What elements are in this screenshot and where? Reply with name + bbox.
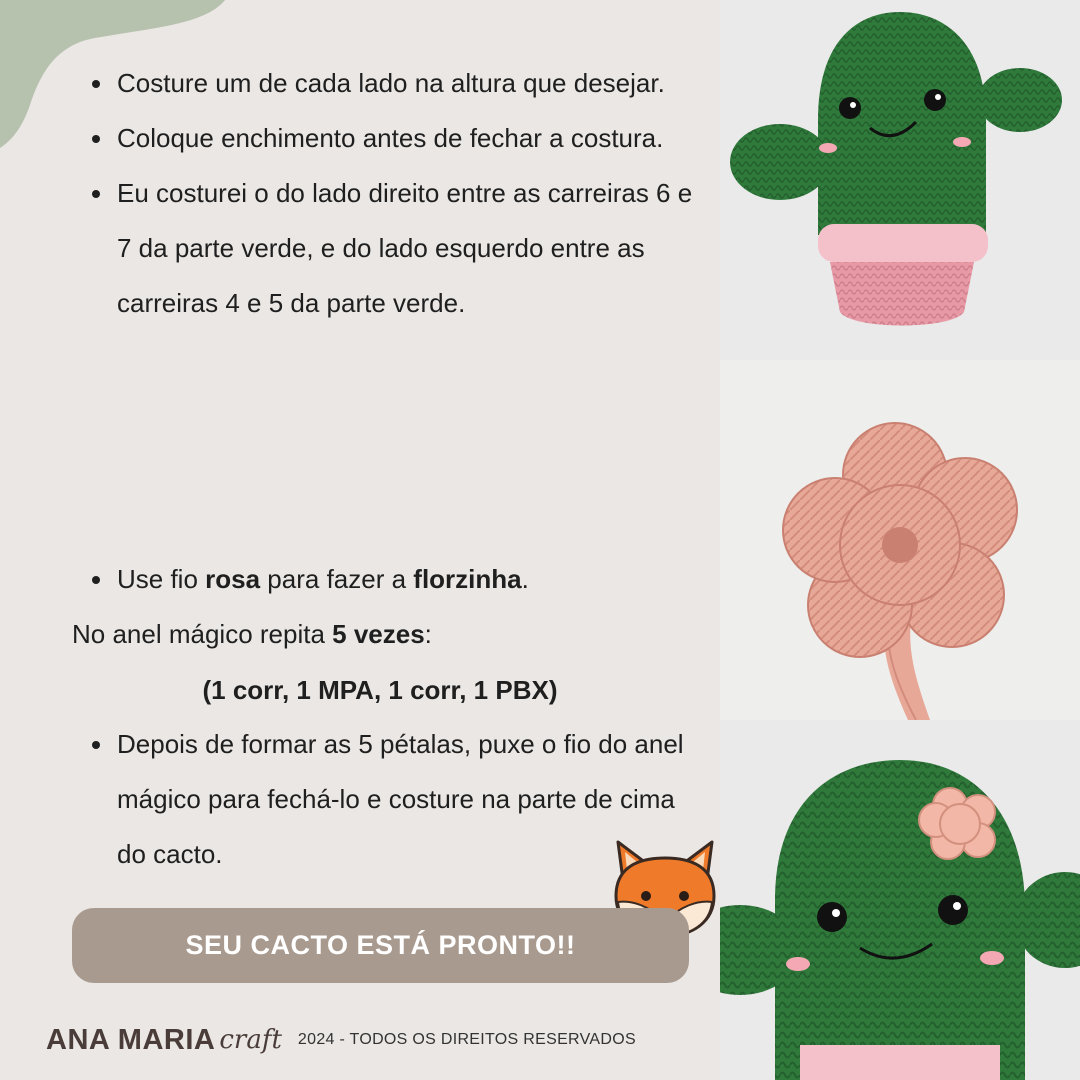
cactus-flower-photo	[720, 720, 1080, 1080]
yarn-color: rosa	[205, 564, 261, 594]
footer	[46, 1018, 636, 1062]
brand-logo: ANA MARIA	[46, 1023, 216, 1056]
stitch-sequence: (1 corr, 1 MPA, 1 corr, 1 PBX)	[202, 675, 558, 705]
flower-instruction-list	[88, 552, 698, 607]
list-item: Depois de formar as 5 pétalas, puxe o fio do anel mágico para fechá-lo e costure na parte de cima do cacto.	[88, 717, 698, 882]
cactus-photo	[720, 0, 1080, 360]
list-item: Costure um de cada lado na altura que desejar.	[88, 56, 698, 111]
list-item: Eu costurei o do lado direito entre as carreiras 6 e 7 da parte verde, e do lado esquerdo entre as carreiras 4 e 5 da parte verde.	[88, 166, 698, 331]
list-item: Coloque enchimento antes de fechar a costura.	[88, 111, 698, 166]
flower-term: florzinha	[413, 564, 522, 594]
copyright-text: 2024 - TODOS OS DIREITOS RESERVADOS	[297, 1031, 636, 1048]
instruction-list	[88, 56, 698, 331]
magic-ring-line: No anel mágico repita 5 vezes:	[72, 619, 432, 649]
photo-column	[720, 0, 1080, 1080]
brand-logo-script: craft	[219, 1025, 282, 1055]
repeat-count: 5 vezes	[332, 619, 425, 649]
ready-banner: SEU CACTO ESTÁ PRONTO!!	[72, 908, 689, 983]
list-item-flower: Use fio rosa para fazer a florzinha.	[88, 552, 698, 607]
final-instruction-list	[88, 717, 698, 882]
flower-photo	[720, 360, 1080, 720]
